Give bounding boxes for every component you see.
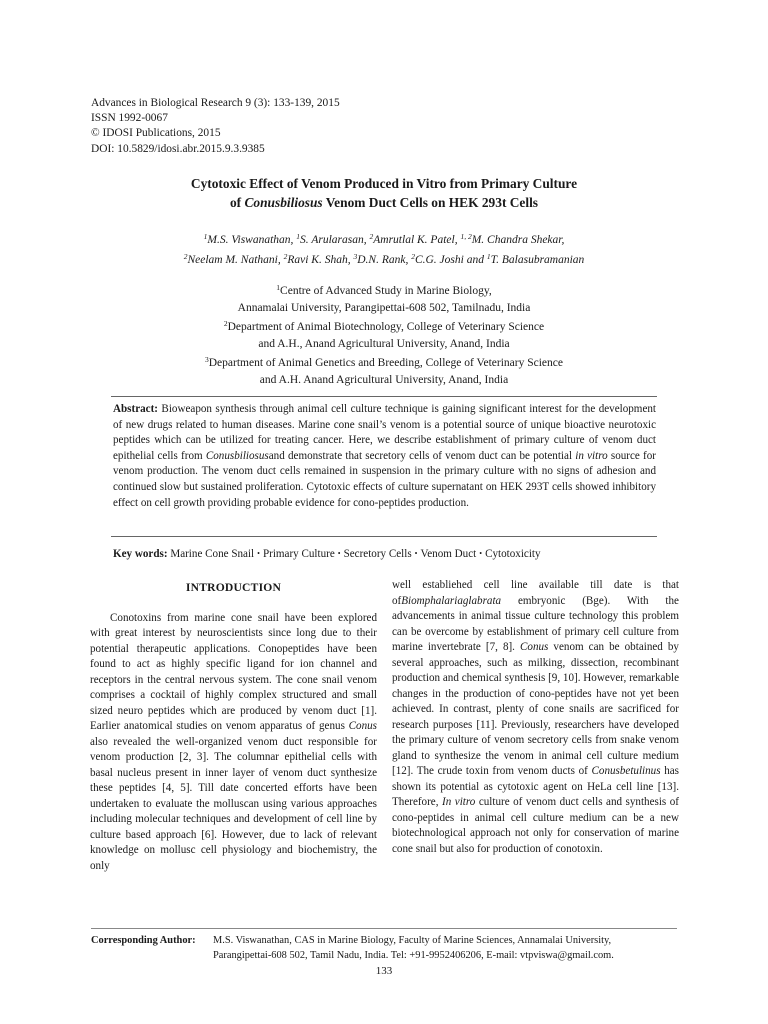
genus-name: Conus	[348, 720, 377, 732]
affiliation-text: Annamalai University, Parangipettai-608 502, Tamilnadu, India	[237, 301, 531, 314]
abstract	[113, 402, 656, 511]
keyword: Secretory Cells	[343, 548, 412, 560]
author-affiliation-mark: 2	[283, 251, 288, 261]
keyword: Primary Culture	[262, 548, 335, 560]
affiliation-mark: 3	[204, 355, 209, 365]
corresponding-label: Corresponding Author:	[91, 935, 196, 946]
author-affiliation-mark: 2	[369, 232, 374, 241]
body-text: culture of venom duct cells and synthesis of cono-peptides in animal cell culture medium can be a new biotechnological approach not only for conservation of marine cone snail but also for production of conotoxin.	[392, 796, 679, 855]
affiliation-line	[91, 352, 677, 372]
affiliation-line	[91, 300, 677, 317]
abstract-invitro: in vitro	[575, 449, 608, 462]
affiliation-mark: 1	[276, 283, 281, 292]
author-name: M. Chandra Shekar,	[471, 234, 565, 246]
body-text: Conotoxins from marine cone snail have been explored with great interest by neuroscientists since long due to their potential therapeutic applications. Conopeptides have been found to act as highly specific ligand for ion channel and receptors in the central nervous system. The cone snail venom comprises a cocktail of highly complex structured and small sized neuro peptides which are produced by venom duct [1]. Earlier anatomical studies on venom apparatus of genus	[90, 611, 377, 732]
author-affiliation-mark: 1	[203, 232, 208, 241]
author-line-1	[91, 229, 677, 249]
author-affiliation-mark: 3	[353, 251, 358, 261]
affiliation-text: Department of Animal Genetics and Breeding, College of Veterinary Science	[208, 357, 563, 370]
affiliations	[91, 280, 677, 389]
keyword-separator: •	[337, 549, 341, 558]
abstract-text: Bioweapon synthesis through animal cell culture technique is gaining significant interest for the development of new drugs related to human diseases. Marine cone snail’s venom is a potential source of unique bioactive neurotoxic peptides which can be utilized for treating cancer. Here, we describe establishment of primary culture of venom duct epithelial cells from	[113, 403, 656, 462]
intro-paragraph	[392, 578, 679, 857]
corresponding-author	[91, 933, 614, 963]
title-line-1: Cytotoxic Effect of Venom Produced in Vitro from Primary Culture	[190, 176, 578, 191]
author-name: M.S. Viswanathan,	[207, 234, 297, 246]
author-name: T. Balasubramanian	[490, 253, 585, 266]
intro-left-column	[90, 580, 377, 874]
keyword: Venom Duct	[420, 548, 477, 560]
author-name: S. Arularasan,	[300, 234, 370, 246]
keywords	[113, 546, 673, 562]
body-text: venom can be obtained by several approaches, such as milking, dissection, recombinant production and chemical synthesis [9, 10]. However, remarkable changes in the production of cono-peptides have not yet been achieved. In contrast, plenty of cone snails are sacrificed for research purposes [11]. Previously, researchers have developed the primary culture of venom secretory cells from snake venom gland to synthesize the venom in animal cell culture medium [12]. The crude toxin from venom ducts of	[392, 641, 679, 777]
affiliation-line	[91, 336, 677, 353]
abstract-species: Conusbiliosus	[205, 449, 269, 462]
abstract-top-rule	[111, 396, 657, 397]
page-number: 133	[375, 965, 393, 977]
author-affiliation-mark: 1, 2	[460, 232, 472, 241]
paper-title	[91, 174, 677, 212]
author-name: C.G. Joshi and	[414, 253, 487, 266]
keyword: Marine Cone Snail	[170, 548, 255, 560]
footnote-rule	[91, 928, 677, 929]
affiliation-mark: 2	[223, 319, 228, 329]
species-name: Biomphalariaglabrata	[401, 594, 502, 607]
affiliation-line	[91, 280, 677, 300]
affiliation-text: and A.H. Anand Agricultural University, Anand, India	[259, 373, 509, 386]
author-name: Neelam M. Nathani,	[187, 253, 284, 266]
author-affiliation-mark: 2	[183, 251, 188, 261]
author-affiliation-mark: 1	[486, 251, 491, 261]
affiliation-line	[91, 372, 677, 389]
title-text: Venom Duct Cells on HEK 293t Cells	[322, 195, 539, 210]
journal-doi: DOI: 10.5829/idosi.abr.2015.9.3.9385	[91, 142, 265, 155]
body-text: well establiehed cell line available till date is that of	[392, 579, 679, 607]
corresponding-line-1	[91, 933, 614, 948]
keyword: Cytotoxicity	[485, 548, 541, 560]
affiliation-text: and A.H., Anand Agricultural University, Anand, India	[258, 337, 510, 350]
genus-name: Conus	[520, 641, 549, 653]
keyword-separator: •	[479, 549, 483, 558]
body-text: embryonic (Bge). With the advancements in animal tissue culture technology this problem can be overcome by establishment of primary cell culture from marine invertebrate [7, 8].	[392, 594, 679, 653]
intro-right-column	[392, 578, 679, 857]
journal-citation: Advances in Biological Research 9 (3): 133-139, 2015	[91, 97, 340, 109]
keyword-separator: •	[414, 549, 418, 558]
author-list	[91, 229, 677, 268]
species-name: Conusbetulinus	[591, 765, 661, 777]
affiliation-line	[91, 316, 677, 336]
title-text: of	[229, 195, 245, 210]
abstract-text: source for venom production. The venom duct cells remained in suspension in the primary culture with no signs of adhesion and continued slow but sustained proliferation. Cytotoxic effects of culture supernatant on HEK 293T cells showed inhibitory effect on cell growth providing probable evidence for cono-peptides production.	[113, 449, 656, 509]
introduction-heading: INTRODUCTION	[185, 581, 282, 594]
intro-paragraph	[90, 611, 377, 875]
keyword-separator: •	[257, 549, 260, 558]
invitro-term: In vitro	[442, 796, 476, 808]
author-name: Amrutlal K. Patel,	[373, 234, 461, 246]
abstract-bottom-rule	[111, 536, 657, 537]
author-affiliation-mark: 2	[411, 251, 415, 261]
author-name: Ravi K. Shah,	[287, 253, 354, 266]
title-line-2	[91, 193, 677, 212]
journal-issn: ISSN 1992-0067	[91, 112, 168, 125]
body-text: also revealed the well-organized venom duct responsible for venom production [2, 3]. The columnar epithelial cells with basal nucleus present in inner layer of venom duct synthesize these peptides [4, 5]. Till date concerted efforts have been undertaken to evaluate the molluscan using various approaches including molecular techniques and development of cell line by culture based approach [6]. However, due to lack of relevant knowledge on mollusc cell physiology and biochemistry, the only	[90, 735, 377, 872]
corresponding-line-2: Parangipettai-608 502, Tamil Nadu, India. Tel: +91-9952406206, E-mail: vtpviswa@gmail.com.	[213, 950, 614, 961]
affiliation-text: Centre of Advanced Study in Marine Biology,	[280, 285, 492, 297]
abstract-text: and demonstrate that secretory cells of venom duct can be potential	[268, 449, 576, 462]
title-species: Conusbiliosus	[244, 195, 323, 210]
keywords-label: Key words:	[113, 548, 168, 560]
journal-header	[91, 96, 340, 157]
author-name: D.N. Rank,	[357, 253, 412, 266]
journal-publisher: © IDOSI Publications, 2015	[91, 127, 221, 140]
author-line-2	[91, 249, 677, 269]
affiliation-text: Department of Animal Biotechnology, College of Veterinary Science	[227, 321, 545, 334]
author-affiliation-mark: 1	[296, 232, 301, 241]
abstract-label: Abstract:	[113, 403, 158, 415]
corresponding-text: M.S. Viswanathan, CAS in Marine Biology, Faculty of Marine Sciences, Annamalai University,	[213, 935, 612, 946]
body-text: has shown its potential as cytotoxic agent on HeLa cell line [13]. Therefore,	[392, 765, 680, 808]
